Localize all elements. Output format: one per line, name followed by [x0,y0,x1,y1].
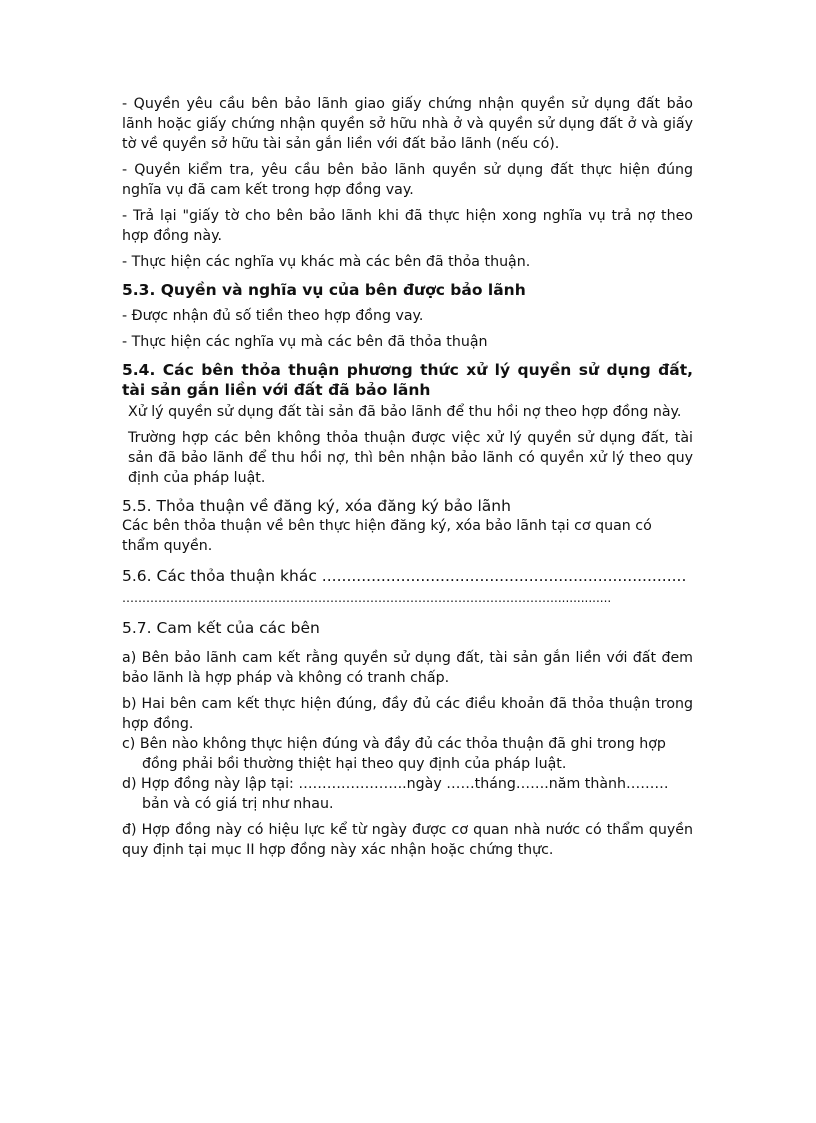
section-heading-5-5: 5.5. Thỏa thuận về đăng ký, xóa đăng ký bảo lãnh [122,497,511,515]
section-heading-5-4: 5.4. Các bên thỏa thuận phương thức xử lý quyền sử dụng đất, tài sản gắn liền với đất đã bảo lãnh [122,361,693,399]
paragraph: d) Hợp đồng này lập tại: …………………..ngày ……tháng…….năm thành………bản và có giá trị như nhau. [122,776,669,812]
section-heading-5-3: 5.3. Quyền và nghĩa vụ của bên được bảo lãnh [122,281,526,299]
paragraph: Trường hợp các bên không thỏa thuận được việc xử lý quyền sử dụng đất, tài sản đã bảo lãnh để thu hồi nợ, thì bên nhận bảo lãnh có quyền xử lý theo quy định của pháp luật. [128,430,693,486]
document-page [122,94,693,860]
paragraph: - Thực hiện các nghĩa vụ khác mà các bên đã thỏa thuận. [122,254,531,270]
paragraph: - Trả lại "giấy tờ cho bên bảo lãnh khi đã thực hiện xong nghĩa vụ trả nợ theo hợp đồng này. [122,208,693,244]
paragraph: - Thực hiện các nghĩa vụ mà các bên đã thỏa thuận [122,334,488,350]
section-heading-5-7: 5.7. Cam kết của các bên [122,619,320,637]
paragraph: đ) Hợp đồng này có hiệu lực kể từ ngày được cơ quan nhà nước có thẩm quyền quy định tại mục II hợp đồng này xác nhận hoặc chứng thực. [122,822,693,858]
paragraph: - Được nhận đủ số tiền theo hợp đồng vay. [122,308,424,324]
paragraph: b) Hai bên cam kết thực hiện đúng, đầy đủ các điều khoản đã thỏa thuận trong hợp đồng. [122,696,693,732]
paragraph: - Quyền kiểm tra, yêu cầu bên bảo lãnh quyền sử dụng đất thực hiện đúng nghĩa vụ đã cam kết trong hợp đồng vay. [122,162,693,198]
dotted-line: ………………………………………………………………………………………………............... [122,591,612,605]
paragraph: Các bên thỏa thuận về bên thực hiện đăng ký, xóa bảo lãnh tại cơ quan có thẩm quyền. [122,518,652,554]
paragraph: c) Bên nào không thực hiện đúng và đầy đủ các thỏa thuận đã ghi trong hợp đồng phải bồi thường thiệt hại theo quy định của pháp luật. [122,736,666,772]
paragraph: - Quyền yêu cầu bên bảo lãnh giao giấy chứng nhận quyền sử dụng đất bảo lãnh hoặc giấy chứng nhận quyền sở hữu nhà ở và quyền sử dụng đất ở và giấy tờ về quyền sở hữu tài sản gắn liền với đất bảo lãnh (nếu có). [122,96,693,152]
paragraph: a) Bên bảo lãnh cam kết rằng quyền sử dụng đất, tài sản gắn liền với đất đem bảo lãnh là hợp pháp và không có tranh chấp. [122,650,693,686]
paragraph: Xử lý quyền sử dụng đất tài sản đã bảo lãnh để thu hồi nợ theo hợp đồng này. [128,404,682,420]
section-heading-5-6: 5.6. Các thỏa thuận khác .......................................................................... [122,567,687,585]
